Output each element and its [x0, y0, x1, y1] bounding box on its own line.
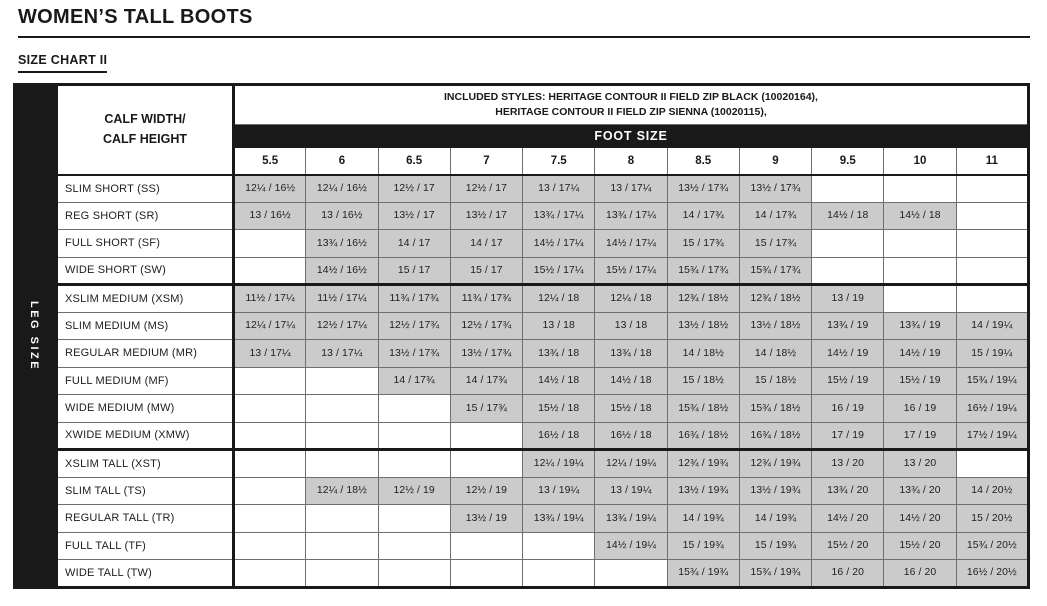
- table-row: [57, 230, 1029, 258]
- included-styles-cell: [234, 85, 1029, 125]
- size-cell: 14½ / 19: [812, 340, 884, 368]
- size-chart: [13, 83, 1030, 589]
- size-cell: 11¾ / 17¾: [378, 285, 450, 313]
- size-cell: 12¼ / 16½: [306, 175, 378, 203]
- size-cell: [450, 560, 522, 588]
- size-cell: [956, 450, 1028, 478]
- size-cell: 15½ / 18: [523, 395, 595, 423]
- size-cell: 15¾ / 18½: [739, 395, 811, 423]
- size-cell: [884, 230, 956, 258]
- size-cell: 14 / 20½: [956, 477, 1028, 505]
- size-cell: 15¾ / 17¾: [739, 257, 811, 285]
- size-cell: 13 / 17¼: [523, 175, 595, 203]
- size-cell: 13 / 20: [812, 450, 884, 478]
- size-cell: 15¾ / 20½: [956, 532, 1028, 560]
- included-styles-row: [57, 85, 1029, 125]
- size-cell: 12¼ / 17¼: [234, 312, 306, 340]
- size-cell: [595, 560, 667, 588]
- foot-size-column-header: 5.5: [234, 148, 306, 175]
- size-cell: 16¾ / 18½: [667, 422, 739, 450]
- size-cell: 13½ / 17¾: [378, 340, 450, 368]
- size-cell: [234, 560, 306, 588]
- size-cell: 13½ / 18½: [667, 312, 739, 340]
- size-cell: [450, 450, 522, 478]
- size-table: [55, 83, 1030, 589]
- size-cell: 12½ / 17¾: [450, 312, 522, 340]
- table-row: [57, 312, 1029, 340]
- size-cell: 14½ / 16½: [306, 257, 378, 285]
- table-row: [57, 450, 1029, 478]
- size-cell: 14 / 19¾: [667, 505, 739, 533]
- included-styles-line1: INCLUDED STYLES: HERITAGE CONTOUR II FIELD ZIP BLACK (10020164),: [444, 90, 818, 103]
- size-cell: [306, 450, 378, 478]
- size-cell: 14½ / 18: [595, 367, 667, 395]
- size-cell: [234, 450, 306, 478]
- size-cell: 14½ / 20: [812, 505, 884, 533]
- size-cell: 13 / 16½: [306, 202, 378, 230]
- size-cell: 15½ / 18: [595, 395, 667, 423]
- size-cell: [956, 175, 1028, 203]
- page-header: [18, 6, 1030, 38]
- size-cell: 15 / 17: [450, 257, 522, 285]
- size-cell: [234, 367, 306, 395]
- leg-size-bar: [13, 83, 55, 589]
- foot-size-column-header: 9: [739, 148, 811, 175]
- calf-width-height-header: [57, 85, 234, 175]
- size-cell: 12¼ / 18½: [306, 477, 378, 505]
- size-cell: 15¾ / 18½: [667, 395, 739, 423]
- size-cell: 16 / 19: [884, 395, 956, 423]
- size-cell: 14 / 17: [378, 230, 450, 258]
- leg-size-label: LEG SIZE: [28, 300, 40, 371]
- table-row: [57, 340, 1029, 368]
- size-cell: 13¾ / 19: [812, 312, 884, 340]
- size-cell: 16½ / 20½: [956, 560, 1028, 588]
- size-cell: 15 / 17¾: [667, 230, 739, 258]
- size-cell: 14 / 17¾: [739, 202, 811, 230]
- size-cell: 15 / 18½: [739, 367, 811, 395]
- foot-size-column-header: 11: [956, 148, 1028, 175]
- foot-size-column-header: 10: [884, 148, 956, 175]
- size-cell: 13 / 19¼: [595, 477, 667, 505]
- size-cell: 14½ / 19: [884, 340, 956, 368]
- foot-size-column-header: 9.5: [812, 148, 884, 175]
- size-cell: 15 / 18½: [667, 367, 739, 395]
- size-cell: [306, 532, 378, 560]
- size-cell: [812, 257, 884, 285]
- row-label: XSLIM TALL (XST): [57, 450, 234, 478]
- size-cell: 12½ / 19: [378, 477, 450, 505]
- size-cell: 12¼ / 19¼: [595, 450, 667, 478]
- size-cell: 15¾ / 17¾: [667, 257, 739, 285]
- size-cell: 13¾ / 19¼: [595, 505, 667, 533]
- table-body: [57, 175, 1029, 588]
- table-header: [57, 85, 1029, 175]
- size-cell: 14 / 17: [450, 230, 522, 258]
- size-cell: 13 / 17¼: [595, 175, 667, 203]
- row-label: XWIDE MEDIUM (XMW): [57, 422, 234, 450]
- size-cell: 12½ / 17: [450, 175, 522, 203]
- foot-size-column-header: 8.5: [667, 148, 739, 175]
- size-cell: 17½ / 19¼: [956, 422, 1028, 450]
- size-cell: 11½ / 17¼: [306, 285, 378, 313]
- table-row: [57, 395, 1029, 423]
- page: [0, 6, 1047, 589]
- row-label: REGULAR MEDIUM (MR): [57, 340, 234, 368]
- row-label: XSLIM MEDIUM (XSM): [57, 285, 234, 313]
- foot-size-column-header: 8: [595, 148, 667, 175]
- size-cell: 16 / 20: [812, 560, 884, 588]
- size-cell: 13¾ / 18: [523, 340, 595, 368]
- row-label: WIDE SHORT (SW): [57, 257, 234, 285]
- row-label: REG SHORT (SR): [57, 202, 234, 230]
- size-cell: 14 / 19¾: [739, 505, 811, 533]
- size-cell: [306, 422, 378, 450]
- size-cell: 15 / 19¾: [739, 532, 811, 560]
- size-cell: 14 / 18½: [667, 340, 739, 368]
- size-cell: [234, 395, 306, 423]
- size-cell: [523, 560, 595, 588]
- size-cell: [234, 230, 306, 258]
- row-label: SLIM MEDIUM (MS): [57, 312, 234, 340]
- size-cell: 13¾ / 20: [884, 477, 956, 505]
- size-cell: 15 / 17¾: [739, 230, 811, 258]
- included-styles-line2: HERITAGE CONTOUR II FIELD ZIP SIENNA (10020115),: [495, 106, 767, 118]
- size-cell: [234, 477, 306, 505]
- size-cell: 14½ / 17¼: [595, 230, 667, 258]
- size-cell: 11½ / 17¼: [234, 285, 306, 313]
- size-cell: [812, 175, 884, 203]
- size-cell: 16 / 20: [884, 560, 956, 588]
- size-cell: 13 / 18: [595, 312, 667, 340]
- size-cell: 13¾ / 19: [884, 312, 956, 340]
- size-cell: 14½ / 19¼: [595, 532, 667, 560]
- size-cell: [306, 560, 378, 588]
- size-cell: 12¼ / 16½: [234, 175, 306, 203]
- size-cell: 14½ / 18: [884, 202, 956, 230]
- size-cell: 12¼ / 19¼: [523, 450, 595, 478]
- size-cell: [378, 560, 450, 588]
- size-cell: 12¾ / 19¾: [667, 450, 739, 478]
- size-cell: 11¾ / 17¾: [450, 285, 522, 313]
- size-cell: 12¾ / 19¾: [739, 450, 811, 478]
- size-cell: [956, 230, 1028, 258]
- size-cell: 15 / 19¾: [667, 532, 739, 560]
- size-cell: 15¾ / 19¼: [956, 367, 1028, 395]
- size-cell: 12¾ / 18½: [667, 285, 739, 313]
- corner-label-line2: CALF HEIGHT: [102, 131, 188, 146]
- size-cell: 15 / 17¾: [450, 395, 522, 423]
- size-cell: 13 / 17¼: [306, 340, 378, 368]
- size-cell: [450, 532, 522, 560]
- size-cell: 13¾ / 16½: [306, 230, 378, 258]
- size-cell: [956, 285, 1028, 313]
- size-cell: 13½ / 19: [450, 505, 522, 533]
- size-cell: 13¾ / 17¼: [523, 202, 595, 230]
- size-cell: [234, 257, 306, 285]
- size-cell: 17 / 19: [812, 422, 884, 450]
- size-cell: 13¾ / 18: [595, 340, 667, 368]
- size-cell: [884, 285, 956, 313]
- size-cell: 14½ / 18: [812, 202, 884, 230]
- size-cell: [956, 202, 1028, 230]
- size-cell: 13¾ / 20: [812, 477, 884, 505]
- size-cell: [378, 422, 450, 450]
- table-row: [57, 477, 1029, 505]
- size-cell: 13¾ / 17¼: [595, 202, 667, 230]
- row-label: FULL MEDIUM (MF): [57, 367, 234, 395]
- size-cell: 14 / 19¼: [956, 312, 1028, 340]
- size-cell: 12½ / 17: [378, 175, 450, 203]
- table-row: [57, 257, 1029, 285]
- size-cell: 14 / 17¾: [378, 367, 450, 395]
- size-cell: 14½ / 17¼: [523, 230, 595, 258]
- size-cell: 15¾ / 19¾: [739, 560, 811, 588]
- size-cell: 16 / 19: [812, 395, 884, 423]
- size-cell: 13½ / 17¾: [667, 175, 739, 203]
- size-cell: [234, 532, 306, 560]
- size-cell: [884, 257, 956, 285]
- size-cell: 15 / 20½: [956, 505, 1028, 533]
- size-cell: 15 / 19¼: [956, 340, 1028, 368]
- size-cell: [378, 532, 450, 560]
- size-cell: [306, 367, 378, 395]
- size-cell: 14 / 17¾: [450, 367, 522, 395]
- size-cell: 15½ / 17¼: [595, 257, 667, 285]
- size-cell: 13½ / 18½: [739, 312, 811, 340]
- size-cell: 15½ / 19: [884, 367, 956, 395]
- size-cell: 14½ / 18: [523, 367, 595, 395]
- size-cell: 13 / 20: [884, 450, 956, 478]
- size-cell: 15½ / 19: [812, 367, 884, 395]
- row-label: FULL SHORT (SF): [57, 230, 234, 258]
- foot-size-column-header: 7: [450, 148, 522, 175]
- foot-size-column-header: 6.5: [378, 148, 450, 175]
- size-cell: 15½ / 17¼: [523, 257, 595, 285]
- size-cell: 13½ / 17: [378, 202, 450, 230]
- size-cell: 15 / 17: [378, 257, 450, 285]
- size-cell: 15½ / 20: [812, 532, 884, 560]
- size-cell: 15¾ / 19¾: [667, 560, 739, 588]
- size-cell: 16½ / 18: [595, 422, 667, 450]
- size-cell: 12½ / 17¾: [378, 312, 450, 340]
- size-cell: 14 / 17¾: [667, 202, 739, 230]
- table-row: [57, 367, 1029, 395]
- size-cell: 13½ / 19¾: [667, 477, 739, 505]
- size-cell: 12½ / 19: [450, 477, 522, 505]
- row-label: SLIM TALL (TS): [57, 477, 234, 505]
- corner-label-line1: CALF WIDTH/: [104, 112, 186, 127]
- size-cell: 13½ / 17: [450, 202, 522, 230]
- page-title: WOMEN’S TALL BOOTS: [18, 6, 253, 28]
- row-label: SLIM SHORT (SS): [57, 175, 234, 203]
- size-cell: 13¾ / 19¼: [523, 505, 595, 533]
- size-cell: [306, 395, 378, 423]
- size-cell: 12¾ / 18½: [739, 285, 811, 313]
- foot-size-header: FOOT SIZE: [234, 125, 1029, 148]
- size-cell: 13 / 19: [812, 285, 884, 313]
- size-cell: [378, 395, 450, 423]
- size-cell: 13 / 19¼: [523, 477, 595, 505]
- size-cell: 16½ / 18: [523, 422, 595, 450]
- row-label: WIDE MEDIUM (MW): [57, 395, 234, 423]
- size-cell: 12¼ / 18: [595, 285, 667, 313]
- foot-size-column-header: 7.5: [523, 148, 595, 175]
- size-cell: [812, 230, 884, 258]
- size-cell: 12¼ / 18: [523, 285, 595, 313]
- section-title: SIZE CHART II: [18, 53, 107, 73]
- size-cell: 13 / 16½: [234, 202, 306, 230]
- size-cell: 13 / 17¼: [234, 340, 306, 368]
- table-row: [57, 175, 1029, 203]
- size-cell: [234, 505, 306, 533]
- table-row: [57, 560, 1029, 588]
- size-cell: 14 / 18½: [739, 340, 811, 368]
- size-cell: 14½ / 20: [884, 505, 956, 533]
- foot-size-column-header: 6: [306, 148, 378, 175]
- table-row: [57, 202, 1029, 230]
- row-label: REGULAR TALL (TR): [57, 505, 234, 533]
- row-label: FULL TALL (TF): [57, 532, 234, 560]
- table-row: [57, 422, 1029, 450]
- size-cell: [378, 505, 450, 533]
- table-row: [57, 285, 1029, 313]
- size-cell: [378, 450, 450, 478]
- size-cell: 17 / 19: [884, 422, 956, 450]
- size-cell: 13½ / 19¾: [739, 477, 811, 505]
- size-cell: 12½ / 17¼: [306, 312, 378, 340]
- table-row: [57, 532, 1029, 560]
- row-label: WIDE TALL (TW): [57, 560, 234, 588]
- size-cell: [234, 422, 306, 450]
- size-cell: 13½ / 17¾: [450, 340, 522, 368]
- table-row: [57, 505, 1029, 533]
- size-cell: 15½ / 20: [884, 532, 956, 560]
- size-cell: [450, 422, 522, 450]
- size-cell: [523, 532, 595, 560]
- size-cell: [306, 505, 378, 533]
- size-cell: 13½ / 17¾: [739, 175, 811, 203]
- size-cell: 16½ / 19¼: [956, 395, 1028, 423]
- size-cell: [956, 257, 1028, 285]
- size-cell: [884, 175, 956, 203]
- size-cell: 13 / 18: [523, 312, 595, 340]
- size-cell: 16¾ / 18½: [739, 422, 811, 450]
